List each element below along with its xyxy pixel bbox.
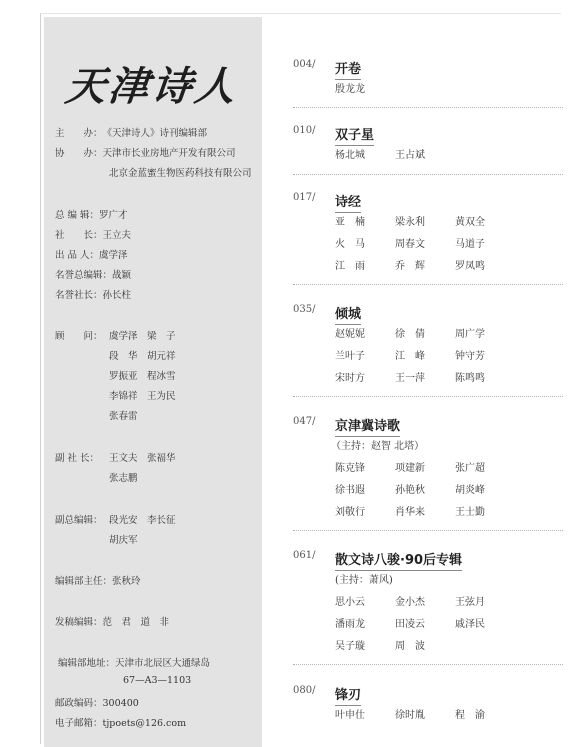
author-name: 黄双全 bbox=[455, 217, 485, 228]
section-title[interactable]: 倾城 bbox=[335, 303, 361, 325]
author-name: 项建新 bbox=[395, 463, 425, 474]
author-name: 陈鸣鸣 bbox=[455, 373, 485, 384]
author-name: 徐书遐 bbox=[335, 485, 365, 496]
sponsor-label: 主 办： bbox=[55, 128, 103, 139]
advisor-name: 段 华 bbox=[109, 351, 138, 362]
address-label: 编辑部地址： bbox=[58, 658, 116, 669]
vice-president-name: 张志鹏 bbox=[109, 473, 138, 484]
section-title[interactable]: 开卷 bbox=[335, 58, 361, 80]
author-name: 王弦月 bbox=[455, 597, 485, 608]
president-value: 王立夫 bbox=[102, 230, 132, 241]
author-name: 火 马 bbox=[335, 239, 365, 250]
president-label: 社 长： bbox=[55, 230, 103, 241]
co-organizer-label: 协 办： bbox=[55, 148, 103, 159]
vice-editor-row bbox=[109, 512, 176, 526]
author-name: 思小云 bbox=[335, 597, 365, 608]
author-name: 叶申仕 bbox=[335, 710, 365, 721]
advisor-name: 虞学泽 bbox=[109, 331, 138, 342]
advisor-name: 梁 子 bbox=[147, 331, 176, 342]
advisors-label: 顾 问： bbox=[55, 331, 103, 342]
author-name: 刘敬行 bbox=[335, 507, 365, 518]
dept-head-value: 张秋玲 bbox=[112, 576, 141, 587]
honorary-president-row bbox=[55, 287, 131, 301]
author-name: 胡炎峰 bbox=[455, 485, 485, 496]
issue-editor-row bbox=[55, 614, 169, 628]
author-name: 乔 辉 bbox=[395, 261, 425, 272]
author-name: 潘雨龙 bbox=[335, 619, 365, 630]
honorary-president-label: 名誉社长： bbox=[55, 290, 103, 301]
section-title[interactable]: 锋刃 bbox=[335, 684, 361, 706]
author-name: 金小杰 bbox=[395, 597, 425, 608]
address-value-2: 67—A3—1103 bbox=[123, 675, 192, 686]
section-title[interactable]: 京津冀诗歌 bbox=[335, 415, 400, 437]
page-number: 047/ bbox=[293, 416, 316, 427]
author-name: 王一萍 bbox=[395, 373, 425, 384]
honorary-president-value: 孙长柱 bbox=[102, 290, 132, 301]
advisor-name: 张春雷 bbox=[109, 411, 138, 422]
author-name: 罗凤鸣 bbox=[455, 261, 485, 272]
sponsor-row bbox=[55, 125, 207, 139]
page-number: 061/ bbox=[293, 550, 316, 561]
author-name: 王士勤 bbox=[455, 507, 485, 518]
vice-editor-name: 段光安 bbox=[109, 515, 138, 526]
section-title[interactable]: 双子星 bbox=[335, 124, 374, 146]
author-name: 徐 倩 bbox=[395, 329, 425, 340]
author-name: 马道子 bbox=[455, 239, 485, 250]
issue-editor-value: 范 君 道 非 bbox=[102, 617, 170, 628]
editor-value: 罗广才 bbox=[99, 210, 128, 221]
vice-president-row bbox=[109, 470, 138, 484]
address-row bbox=[58, 655, 210, 669]
author-name: 戚泽民 bbox=[455, 619, 485, 630]
author-name: 殷龙龙 bbox=[335, 84, 365, 95]
page-number: 010/ bbox=[293, 125, 316, 136]
author-name: 王占斌 bbox=[395, 150, 425, 161]
advisor-row bbox=[109, 328, 176, 342]
author-name: 梁永利 bbox=[395, 217, 425, 228]
author-name: 周 波 bbox=[395, 641, 425, 652]
co-organizer-value-1: 天津市长业房地产开发有限公司 bbox=[102, 148, 236, 159]
publisher-row bbox=[55, 247, 128, 261]
publisher-value: 虞学泽 bbox=[99, 250, 128, 261]
publisher-label: 出 品 人： bbox=[55, 250, 100, 261]
author-name: 赵妮妮 bbox=[335, 329, 365, 340]
section-title[interactable]: 诗经 bbox=[335, 191, 361, 213]
dept-head-label: 编辑部主任： bbox=[55, 576, 113, 587]
author-name: 周春文 bbox=[395, 239, 425, 250]
author-name: 肖华来 bbox=[395, 507, 425, 518]
author-name: 周广学 bbox=[455, 329, 485, 340]
editor-row bbox=[55, 207, 128, 221]
author-name: 江 峰 bbox=[395, 351, 425, 362]
author-name: 钟守芳 bbox=[455, 351, 485, 362]
advisor-row bbox=[109, 348, 176, 362]
postcode-label: 邮政编码： bbox=[55, 698, 103, 709]
page-number: 035/ bbox=[293, 304, 316, 315]
section-host: (主持：萧风) bbox=[335, 575, 393, 586]
editor-label: 总 编 辑： bbox=[55, 210, 100, 221]
author-name: 江 雨 bbox=[335, 261, 365, 272]
advisor-name: 王为民 bbox=[147, 391, 176, 402]
vice-editor-name: 李长征 bbox=[147, 515, 176, 526]
email-row bbox=[55, 715, 186, 729]
postcode-value: 300400 bbox=[102, 698, 139, 709]
author-name: 孙艳秋 bbox=[395, 485, 425, 496]
author-name: 宋时方 bbox=[335, 373, 365, 384]
divider bbox=[293, 284, 563, 285]
issue-editor-label: 发稿编辑： bbox=[55, 617, 103, 628]
section-host: （主持：赵智 北塔） bbox=[331, 441, 425, 452]
author-name: 兰叶子 bbox=[335, 351, 365, 362]
page-number: 004/ bbox=[293, 59, 316, 70]
dept-head-row bbox=[55, 573, 141, 587]
vice-editor-label: 副总编辑： bbox=[55, 515, 103, 526]
vice-editor-row bbox=[109, 532, 138, 546]
author-name: 张广超 bbox=[455, 463, 485, 474]
divider bbox=[293, 396, 563, 397]
magazine-logo: 天津诗人 bbox=[63, 63, 241, 110]
vice-editor-name: 胡庆军 bbox=[109, 535, 138, 546]
author-name: 吴子璇 bbox=[335, 641, 365, 652]
advisor-row bbox=[109, 408, 138, 422]
honorary-editor-row bbox=[55, 267, 131, 281]
divider bbox=[293, 530, 563, 531]
divider bbox=[293, 174, 563, 175]
advisor-name: 李锦祥 bbox=[109, 391, 138, 402]
section-title[interactable]: 散文诗八骏·90后专辑 bbox=[335, 549, 462, 571]
author-name: 杨北城 bbox=[335, 150, 365, 161]
vice-president-label: 副 社 长： bbox=[55, 453, 100, 464]
email-value: tjpoets@126.com bbox=[102, 718, 187, 729]
divider bbox=[293, 664, 563, 665]
author-name: 亚 楠 bbox=[335, 217, 365, 228]
president-row bbox=[55, 227, 131, 241]
honorary-editor-label: 名誉总编辑： bbox=[55, 270, 113, 281]
page-number: 080/ bbox=[293, 685, 316, 696]
sponsor-value: 《天津诗人》诗刊编辑部 bbox=[102, 128, 208, 139]
advisor-name: 罗振亚 bbox=[109, 371, 138, 382]
advisor-name: 胡元祥 bbox=[147, 351, 176, 362]
author-name: 田凌云 bbox=[395, 619, 425, 630]
email-label: 电子邮箱： bbox=[55, 718, 103, 729]
co-organizer-value-2: 北京金蓝蜜生物医药科技有限公司 bbox=[109, 168, 252, 179]
honorary-editor-value: 战颖 bbox=[112, 270, 132, 281]
postcode-row bbox=[55, 695, 139, 709]
vice-president-name: 王文夫 bbox=[109, 453, 138, 464]
author-name: 徐时胤 bbox=[395, 710, 425, 721]
vice-president-row bbox=[109, 450, 176, 464]
advisor-name: 程冰雪 bbox=[147, 371, 176, 382]
author-name: 程 渝 bbox=[455, 710, 485, 721]
page-number: 017/ bbox=[293, 192, 316, 203]
advisor-row bbox=[109, 388, 176, 402]
author-name: 陈克锋 bbox=[335, 463, 365, 474]
address-value-1: 天津市北辰区大通绿岛 bbox=[115, 658, 211, 669]
divider bbox=[293, 107, 563, 108]
co-organizer-row bbox=[55, 145, 236, 159]
vice-president-name: 张福华 bbox=[147, 453, 176, 464]
advisor-row bbox=[109, 368, 176, 382]
